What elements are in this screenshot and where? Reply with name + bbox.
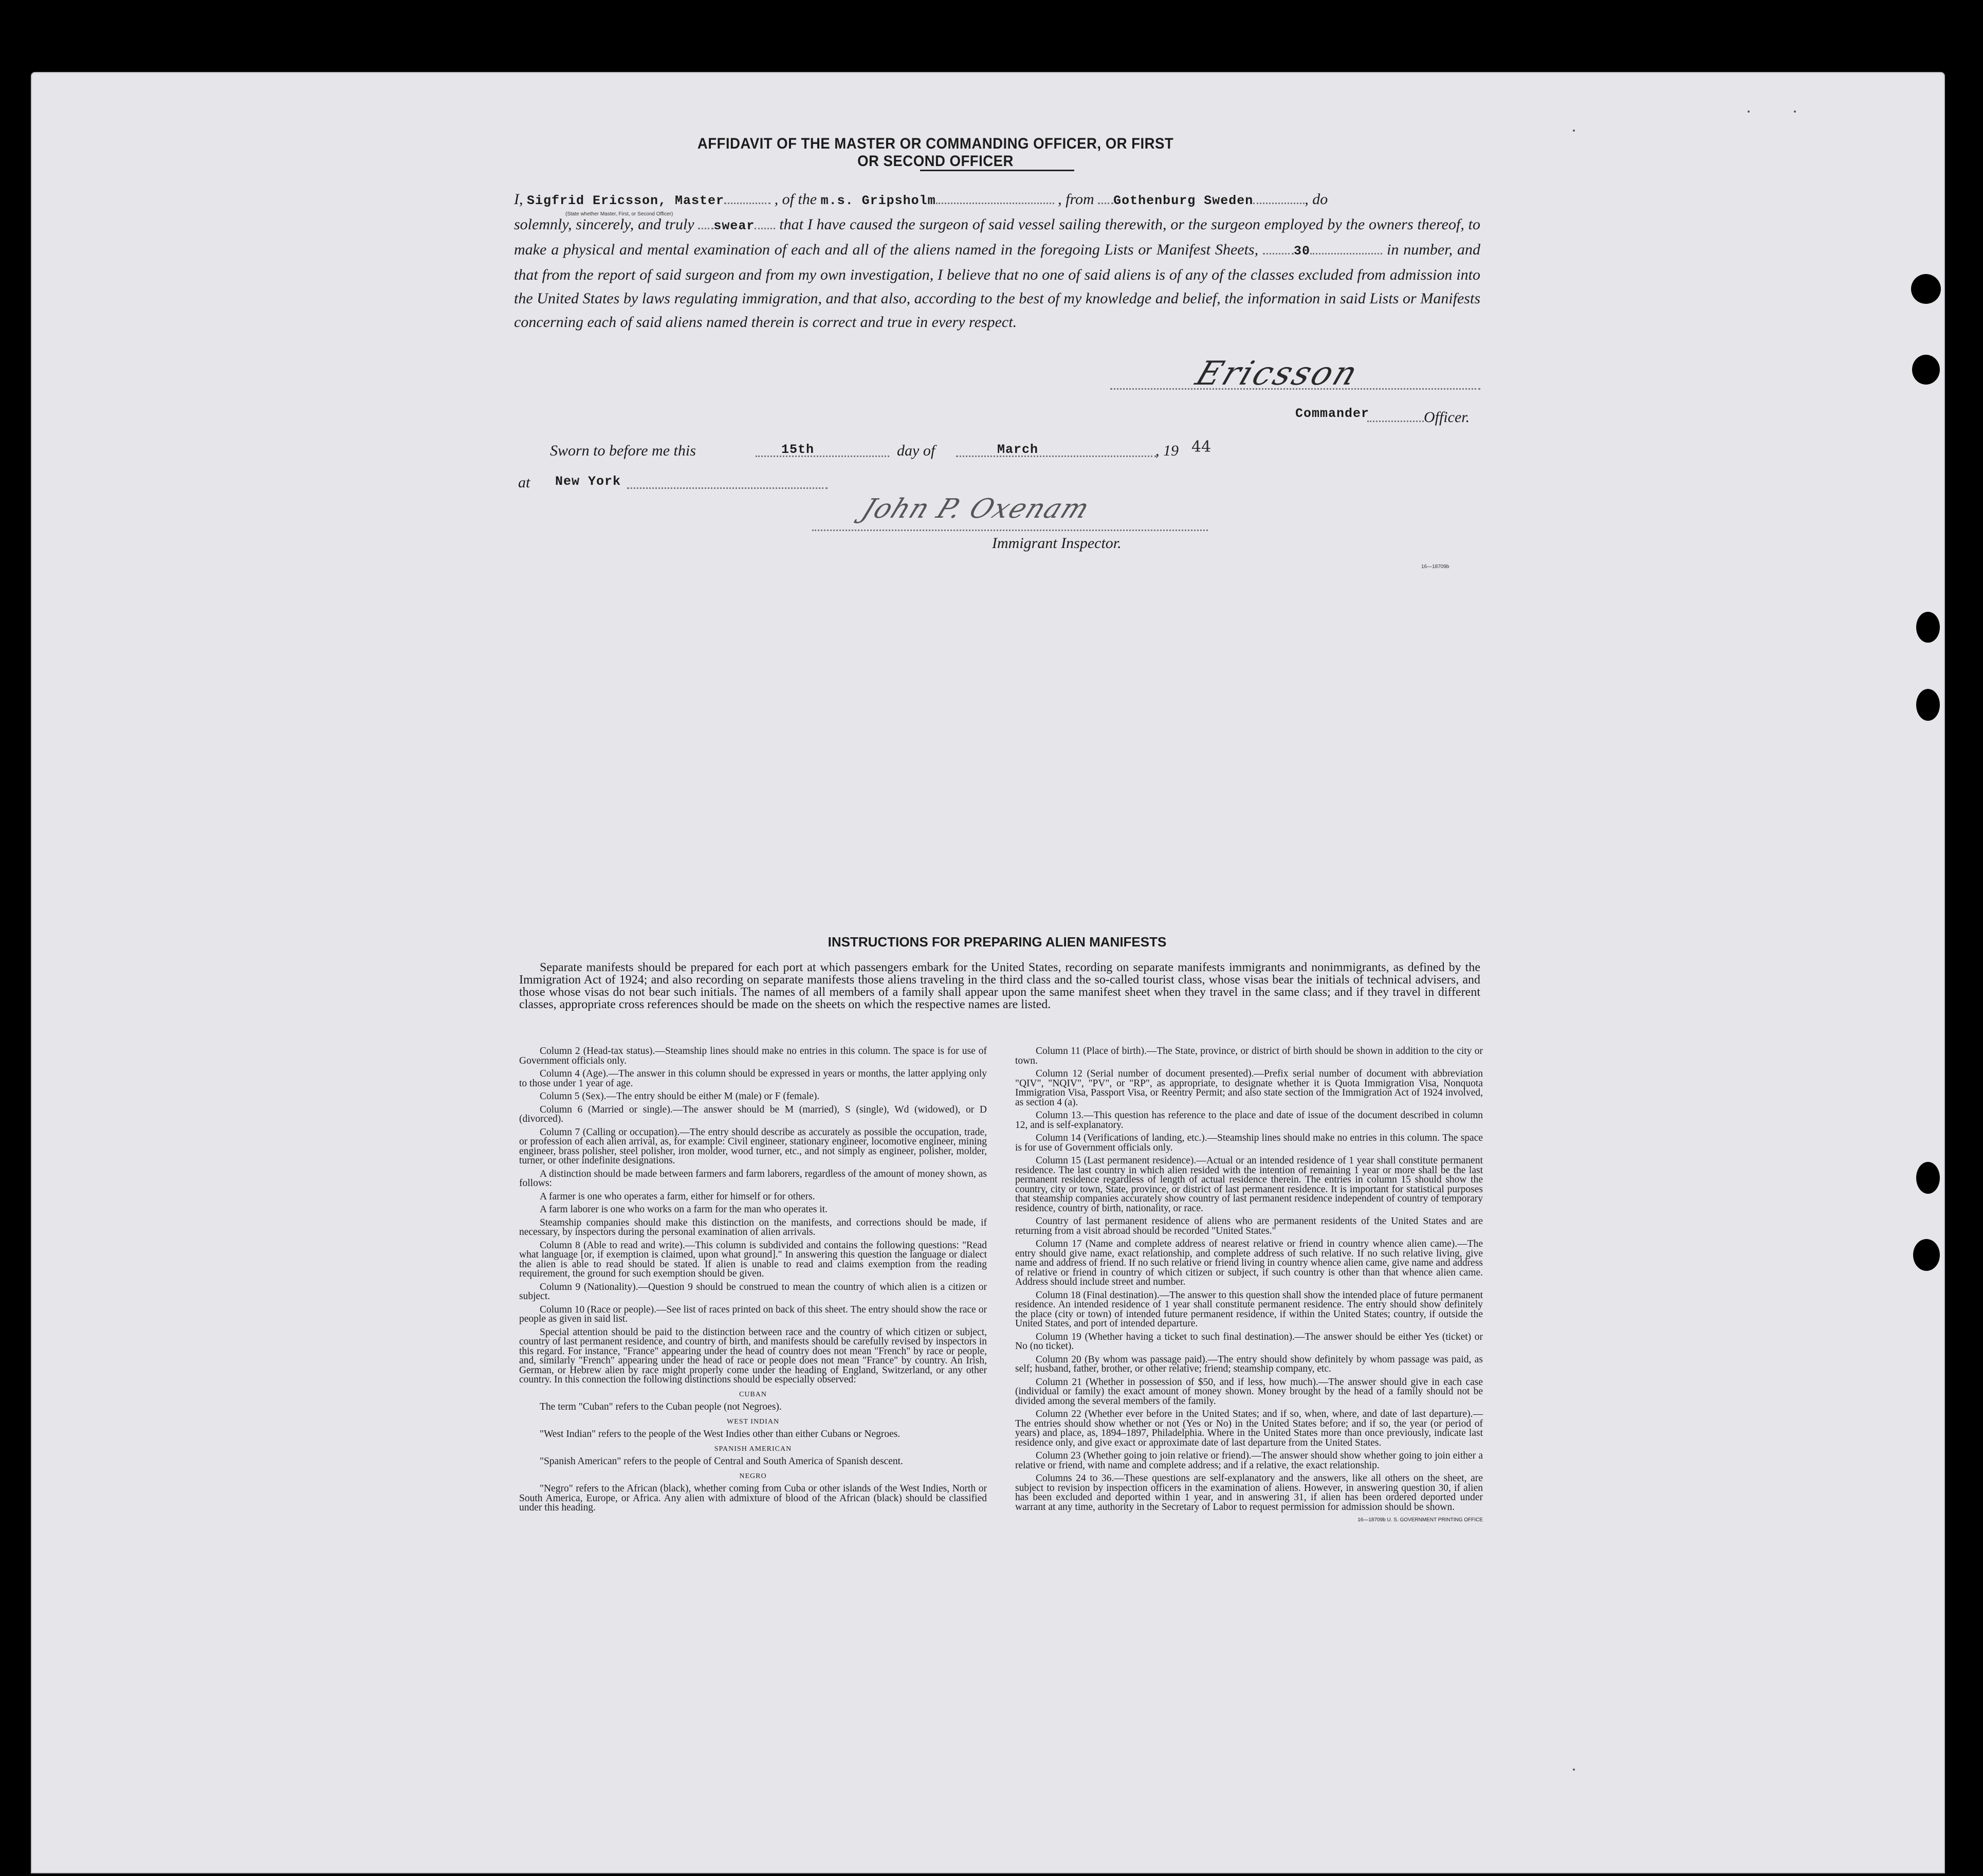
from-label: , from [1058, 191, 1094, 208]
sworn-day: 15th [781, 442, 815, 457]
section-heading: SPANISH AMERICAN [714, 1445, 792, 1453]
officer-label: Officer. [1424, 409, 1470, 426]
affidavit-title: AFFIDAVIT OF THE MASTER OR COMMANDING OFFICER, OR FIRST OR SECOND OFFICER [697, 135, 1174, 170]
sworn-place: New York [555, 474, 621, 489]
instruction-paragraph: A distinction should be made between farmers and farm laborers, regardless of the amount of money shown, as follows: [519, 1168, 987, 1189]
instruction-paragraph: Column 9 (Nationality).—Question 9 should be construed to mean the country of which alien is a citizen or subject. [519, 1281, 987, 1302]
officer-rank-note: (State whether Master, First, or Second Officer) [565, 211, 673, 217]
officer-rank: Commander [1295, 406, 1370, 421]
year-suffix: 44 [1191, 438, 1211, 456]
sworn-month: March [997, 442, 1039, 457]
of-the-label: , of the [774, 191, 817, 208]
instruction-paragraph: Column 20 (By whom was passage paid).—The entry should show definitely by whom passage was paid, as self; husband, father, brother, or other relative; friend; steamship company, etc. [1015, 1354, 1483, 1374]
binder-hole [1916, 689, 1940, 721]
sworn-month-line [956, 456, 1156, 457]
binder-hole [1916, 1162, 1940, 1194]
year-prefix: , 19 [1155, 442, 1179, 459]
title-rule [920, 170, 1074, 171]
instruction-paragraph: Column 21 (Whether in possession of $50, and if less, how much).—The answer should give in each case (individual or family) the exact amount of money shown. Money brought by the head of a family should not be divided among the several members of the family. [1015, 1376, 1483, 1407]
sheet-count: 30 [1294, 244, 1311, 259]
instruction-paragraph: Column 5 (Sex).—The entry should be either M (male) or F (female). [540, 1091, 820, 1102]
instructions-title: INSTRUCTIONS FOR PREPARING ALIEN MANIFESTS [828, 934, 1167, 950]
rank-line [1367, 421, 1424, 422]
instruction-paragraph: Column 13.—This question has reference to the place and date of issue of the document described in column 12, and is self-explanatory. [1015, 1110, 1483, 1131]
instruction-paragraph: Column 15 (Last permanent residence).—Actual or an intended residence of 1 year shall constitute permanent residence. The last country in which alien resided with the intention of remaining 1 year or more shall be the last permanent residence regardless of length of actual residence therein. The entries in column 15 should show the country, city or town, State, province, or district of last permanent residence. It is important for statistical purposes that steamship companies accurately show country of last permanent residence independent of country of temporary residence, country of birth, nationality, or race. [1015, 1155, 1483, 1214]
instruction-paragraph: Column 4 (Age).—The answer in this column should be expressed in years or months, the latter applying only to those under 1 year of age. [519, 1068, 987, 1089]
instruction-paragraph: Column 19 (Whether having a ticket to such final destination).—The answer should be either Yes (ticket) or No (no ticket). [1015, 1331, 1483, 1352]
section-heading: WEST INDIAN [726, 1417, 780, 1426]
printing-office-footer: 16—18709b U. S. GOVERNMENT PRINTING OFFICE [1357, 1517, 1483, 1523]
at-label: at [518, 474, 530, 491]
sworn-label: Sworn to before me this [550, 442, 696, 459]
instruction-paragraph: The term "Cuban" refers to the Cuban people (not Negroes). [540, 1401, 782, 1412]
instruction-paragraph: "West Indian" refers to the people of the West Indies other than either Cubans or Negroes. [540, 1429, 901, 1440]
inspector-label: Immigrant Inspector. [992, 535, 1122, 552]
departure-port: Gothenburg Sweden [1113, 193, 1254, 208]
officer-name: Sigfrid Ericsson, Master [527, 193, 725, 208]
instruction-paragraph: A farmer is one who operates a farm, either for himself or for others. [540, 1191, 815, 1202]
instruction-paragraph: "Negro" refers to the African (black), whether coming from Cuba or other islands of the West Indies, North or South America, Europe, or Africa. Any alien with admixture of blood of the African (black) should be classified under this heading. [519, 1483, 987, 1513]
instruction-paragraph: A farm laborer is one who works on a farm for the man who operates it. [540, 1204, 828, 1215]
instruction-paragraph: "Spanish American" refers to the people of Central and South America of Spanish descent. [540, 1456, 903, 1467]
inspector-signature-line [812, 530, 1208, 531]
instruction-paragraph: Column 11 (Place of birth).—The State, province, or district of birth should be shown in addition to the city or town. [1015, 1046, 1483, 1066]
solemnly-label: solemnly, sincerely, and truly [514, 216, 694, 233]
place-line [627, 487, 828, 489]
section-heading: NEGRO [739, 1472, 767, 1480]
instruction-paragraph: Column 7 (Calling or occupation).—The entry should describe as accurately as possible the occupation, trade, or profession of each alien arrival, as, for example: Civil engineer, stationary engineer, locomotive engineer, mining engineer, brass polisher, steel polisher, iron molder, wood turner, etc., and not simply as engineer, polisher, molder, turner, or other indefinite designations. [519, 1126, 987, 1166]
instructions-right-column [1015, 1047, 1483, 1525]
section-heading: CUBAN [739, 1390, 767, 1398]
instruction-paragraph: Column 23 (Whether going to join relative or friend).—The answer should show whether going to join either a relative or friend, with name and complete address; and if a relative, the exact relationship. [1015, 1450, 1483, 1471]
instruction-paragraph: Column 18 (Final destination).—The answer to this question shall show the intended place of future permanent residence. An intended residence of 1 year shall constitute permanent residence. The entry should show definitely the place (city or town) of intended future permanent residence, if within the United States; country, if outside the United States, and port of intended departure. [1015, 1289, 1483, 1329]
speck [1573, 1769, 1575, 1771]
instruction-paragraph: Column 6 (Married or single).—The answer should be M (married), S (single), Wd (widowed), or D (divorced). [519, 1104, 987, 1124]
instruction-paragraph: Special attention should be paid to the distinction between race and the country of which citizen or subject, country of last permanent residence, and country of birth, and manifests should be carefully revised by inspectors in this regard. For instance, "France" appearing under the head of country does not mean "French" by race or people, and, similarly "French" appearing under the head of race or people does not mean "France" by country. An Irish, German, or Hebrew alien by race might properly come under the heading of England, Switzerland, or any other country. In this connection the following distinctions should be especially observed: [519, 1326, 987, 1385]
instruction-paragraph: Column 8 (Able to read and write).—This column is subdivided and contains the following questions: "Read what language [or, if exemption is claimed, upon what ground]." In answering this question the language or dialect the alien is able to read should be stated. If alien is unable to read and claims exemption from the reading requirement, the ground for such exemption should be given. [519, 1240, 987, 1279]
instruction-paragraph: Steamship companies should make this distinction on the manifests, and corrections should be made, if necessary, by inspectors during the personal examination of alien arrivals. [519, 1217, 987, 1237]
do-label: , do [1305, 191, 1328, 208]
instructions-left-column [519, 1047, 987, 1517]
binder-hole [1912, 355, 1940, 385]
vessel-name: m.s. Gripsholm [820, 193, 936, 208]
instruction-paragraph: Country of last permanent residence of aliens who are permanent residents of the United States and are returning from a visit abroad should be recorded "United States." [1015, 1216, 1483, 1236]
affidavit-text-1: that I have caused the surgeon of said vessel sailing therewith, or the surgeon employed by the owners thereof, to make a physical and mental examination of each and all of the aliens named in the foregoing Lists or Manifest Sheets, [514, 216, 1480, 258]
affidavit-body [514, 188, 1480, 334]
instruction-paragraph: Column 22 (Whether ever before in the United States; and if so, when, where, and date of last departure).—The entries should show whether or not (Yes or No) in the United States before; and if so, the year (or period of years) and place, as, 1894–1897, Philadelphia. Where in the United States more than once previously, indicate last residence only, and give exact or approximate date of last departure from the United States. [1015, 1409, 1483, 1448]
speck [1573, 130, 1575, 132]
master-signature: Ericsson [1190, 355, 1365, 393]
instruction-paragraph: Column 2 (Head-tax status).—Steamship lines should make no entries in this column. The space is for use of Government officials only. [519, 1046, 987, 1066]
instruction-paragraph: Column 12 (Serial number of document presented).—Prefix serial number of document with abbreviation "QIV", "NQIV", "PV", or "RP", as appropriate, to designate whether it is Quota Immigration Visa, Nonquota Immigration Visa, Passport Visa, or Reentry Permit; and also state section of the Immigration Act of 1924 involved, as section 4 (a). [1015, 1068, 1483, 1108]
binder-hole [1916, 612, 1940, 643]
instruction-paragraph: Column 17 (Name and complete address of nearest relative or friend in country whence alien came).—The entry should give name, exact relationship, and complete address of such relative. If no such relative living, give name and address of friend. If no such relative or friend living in country whence alien came, give name and address of relative or friend in country of which citizen or subject, if such country is other than that whence alien came. Address should include street and number. [1015, 1238, 1483, 1287]
oath-word: swear [713, 218, 755, 233]
i-label: I, [514, 191, 523, 208]
binder-hole [1911, 274, 1941, 304]
instructions-intro: Separate manifests should be prepared for each port at which passengers embark for the United States, recording on separate manifests immigrants and nonimmigrants, as defined by the Immigration Act of 1924; and also recording on separate manifests those aliens traveling in the third class and the so-called tourist class, whose visas bear the initials of technical advisers, and those whose visas do not bear such initials. The names of all members of a family shall appear upon the same manifest sheet when they travel in the same class; and if they travel in different classes, appropriate cross references should be made on the sheets on which the respective names are listed. [519, 961, 1480, 1011]
instruction-paragraph: Columns 24 to 36.—These questions are self-explanatory and the answers, like all others on the sheet, are subject to revision by inspection officers in the examination of aliens. However, in answering question 30, if alien has been excluded and deported within 1 year, and in answering 31, if alien has been ordered deported under warrant at any time, authority in the Secretary of Labor to request permission for admission should be shown. [1015, 1473, 1483, 1513]
day-of-label: day of [897, 442, 935, 459]
binder-hole [1913, 1239, 1940, 1271]
speck [1748, 111, 1750, 113]
sworn-day-line [756, 456, 889, 457]
speck [1794, 111, 1796, 113]
form-number: 16—18709b [1421, 564, 1449, 570]
instruction-paragraph: Column 10 (Race or people).—See list of races printed on back of this sheet. The entry should show the race or people as given in said list. [519, 1304, 987, 1324]
affidavit-text-2: in number, and that from the report of said surgeon and from my own investigation, I believe that no one of said aliens is of any of the classes excluded from admission into the United States by laws regulating immigration, and that also, according to the best of my knowledge and belief, the information in said Lists or Manifests concerning each of said aliens named therein is correct and true in every respect. [514, 241, 1481, 331]
instruction-paragraph: Column 14 (Verifications of landing, etc.).—Steamship lines should make no entries in this column. The space is for use of Government officials only. [1015, 1133, 1483, 1153]
inspector-signature: John P. Oxenam [857, 494, 1095, 524]
